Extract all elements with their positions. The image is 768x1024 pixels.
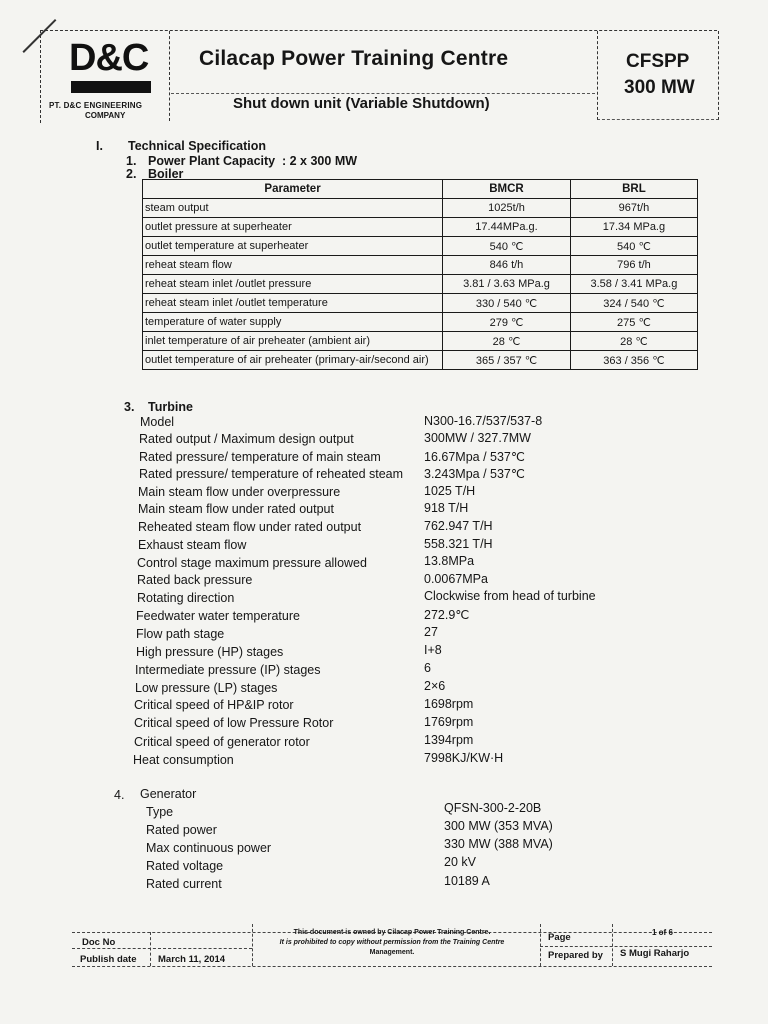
table-row <box>143 218 698 237</box>
turbine-spec-label: Intermediate pressure (IP) stages <box>135 663 321 677</box>
brl-cell: 324 / 540 ℃ <box>570 294 697 313</box>
column-header-parameter: Parameter <box>143 180 443 199</box>
turbine-spec-label: Main steam flow under rated output <box>138 502 334 516</box>
turbine-spec-value: 1025 T/H <box>424 484 476 498</box>
generator-number: 4. <box>114 788 125 802</box>
page-label: Page <box>548 932 571 943</box>
document-header <box>40 30 717 123</box>
turbine-spec-value: 27 <box>424 625 438 639</box>
table-row <box>143 199 698 218</box>
turbine-spec-value: 918 T/H <box>424 501 469 515</box>
turbine-spec-label: Rated back pressure <box>137 573 253 587</box>
turbine-spec-label: Control stage maximum pressure allowed <box>137 556 367 570</box>
footer-mid-rule <box>72 948 252 949</box>
turbine-number: 3. <box>124 400 135 414</box>
turbine-spec-label: Low pressure (LP) stages <box>135 681 278 695</box>
document-title: Cilacap Power Training Centre <box>199 47 509 70</box>
page-value: 1 of 6 <box>652 928 673 937</box>
turbine-spec-value: 300MW / 327.7MW <box>424 431 531 445</box>
plant-capacity: 300 MW <box>624 77 695 98</box>
document-footer <box>72 924 712 966</box>
ownership-notice-line2: It is prohibited to copy without permission from the Training Centre <box>279 939 505 946</box>
turbine-spec-value: 762.947 T/H <box>424 519 493 533</box>
turbine-spec-label: Reheated steam flow under rated output <box>138 520 362 534</box>
turbine-spec-label: Flow path stage <box>136 627 225 641</box>
plant-box <box>597 31 719 120</box>
turbine-spec-value: 272.9℃ <box>424 608 470 622</box>
bmcr-cell: 17.44MPa.g. <box>443 218 571 237</box>
parameter-cell: outlet temperature at superheater <box>143 237 443 256</box>
publish-date-label: Publish date <box>80 954 137 965</box>
table-row <box>143 275 698 294</box>
parameter-cell: temperature of water supply <box>143 313 443 332</box>
item2-number: 2. <box>126 167 137 181</box>
plant-code: CFSPP <box>626 51 690 72</box>
publish-date-value: March 11, 2014 <box>158 954 226 965</box>
item1-number: 1. <box>126 154 137 168</box>
turbine-spec-label: Heat consumption <box>133 753 234 767</box>
doc-no-label: Doc No <box>82 937 116 948</box>
turbine-spec-value: I+8 <box>424 643 442 657</box>
company-logo-box <box>41 31 170 121</box>
bmcr-cell: 3.81 / 3.63 MPa.g <box>443 275 571 294</box>
turbine-spec-label: Rated pressure/ temperature of reheated steam <box>139 467 404 481</box>
turbine-spec-label: High pressure (HP) stages <box>136 645 284 659</box>
footer-mid-rule-right <box>540 946 712 947</box>
bmcr-cell: 330 / 540 ℃ <box>443 294 571 313</box>
footer-bottom-rule <box>72 966 712 967</box>
footer-divider <box>540 924 541 966</box>
turbine-spec-label: Rated output / Maximum design output <box>139 432 354 446</box>
turbine-spec-label: Critical speed of HP&IP rotor <box>134 698 294 712</box>
turbine-spec-value: 3.243Mpa / 537℃ <box>424 467 525 481</box>
turbine-spec-label: Critical speed of generator rotor <box>134 735 310 749</box>
turbine-spec-value: 1698rpm <box>424 697 474 711</box>
turbine-spec-value: 13.8MPa <box>424 554 475 568</box>
turbine-spec-value: 2×6 <box>424 679 446 693</box>
turbine-spec-label: Rotating direction <box>137 591 235 605</box>
table-row <box>143 313 698 332</box>
footer-divider <box>150 932 151 966</box>
brl-cell: 28 ℃ <box>570 332 697 351</box>
generator-spec-value: QFSN-300-2-20B <box>444 801 542 815</box>
table-header-row <box>143 180 698 199</box>
turbine-spec-label: Rated pressure/ temperature of main steam <box>139 450 381 464</box>
generator-spec-label: Rated voltage <box>146 859 224 873</box>
company-logo: D&C <box>69 37 149 79</box>
generator-spec-value: 10189 A <box>444 874 490 888</box>
turbine-spec-label: Critical speed of low Pressure Rotor <box>134 716 334 730</box>
ownership-notice-line1: This document is owned by Cilacap Power Training Centre. <box>293 929 491 936</box>
turbine-spec-value: 7998KJ/KW·H <box>424 751 504 765</box>
turbine-spec-value: 558.321 T/H <box>424 537 493 551</box>
parameter-cell: outlet temperature of air preheater (primary-air/second air) <box>143 351 443 370</box>
generator-title: Generator <box>140 787 197 801</box>
brl-cell: 967t/h <box>570 199 697 218</box>
prepared-by-value: S Mugi Raharjo <box>620 948 690 959</box>
turbine-spec-value: 1394rpm <box>424 733 474 747</box>
parameter-cell: outlet pressure at superheater <box>143 218 443 237</box>
company-name-line1: PT. D&C ENGINEERING <box>49 101 143 110</box>
generator-spec-label: Max continuous power <box>146 841 272 855</box>
table-row <box>143 237 698 256</box>
title-box <box>169 31 595 121</box>
parameter-cell: steam output <box>143 199 443 218</box>
turbine-title: Turbine <box>148 400 193 414</box>
turbine-spec-value: Clockwise from head of turbine <box>424 589 596 603</box>
prepared-by-label: Prepared by <box>548 950 603 961</box>
bmcr-cell: 1025t/h <box>443 199 571 218</box>
item1-value: : 2 x 300 MW <box>282 154 358 168</box>
brl-cell: 540 ℃ <box>570 237 697 256</box>
turbine-spec-value: 6 <box>424 661 431 675</box>
bmcr-cell: 279 ℃ <box>443 313 571 332</box>
parameter-cell: reheat steam flow <box>143 256 443 275</box>
bmcr-cell: 365 / 357 ℃ <box>443 351 571 370</box>
column-header-brl: BRL <box>570 180 697 199</box>
turbine-spec-label: Feedwater water temperature <box>136 609 300 623</box>
turbine-spec-value: N300-16.7/537/537-8 <box>424 414 543 428</box>
table-row <box>143 332 698 351</box>
item1-label: Power Plant Capacity <box>148 154 276 168</box>
parameter-cell: inlet temperature of air preheater (ambient air) <box>143 332 443 351</box>
brl-cell: 17.34 MPa.g <box>570 218 697 237</box>
column-header-bmcr: BMCR <box>443 180 571 199</box>
parameter-cell: reheat steam inlet /outlet pressure <box>143 275 443 294</box>
ownership-notice-line3: Management. <box>369 949 415 956</box>
generator-spec-value: 300 MW (353 MVA) <box>444 819 553 833</box>
footer-divider <box>612 924 613 966</box>
logo-bar <box>71 81 151 93</box>
turbine-spec-value: 0.0067MPa <box>424 572 488 586</box>
bmcr-cell: 28 ℃ <box>443 332 571 351</box>
bmcr-cell: 540 ℃ <box>443 237 571 256</box>
item2-label: Boiler <box>148 167 184 181</box>
document-subtitle: Shut down unit (Variable Shutdown) <box>233 95 490 112</box>
ownership-notice <box>252 928 532 958</box>
brl-cell: 3.58 / 3.41 MPa.g <box>570 275 697 294</box>
parameter-cell: reheat steam inlet /outlet temperature <box>143 294 443 313</box>
generator-spec-value: 330 MW (388 MVA) <box>444 837 553 851</box>
generator-spec-label: Rated current <box>146 877 222 891</box>
turbine-spec-value: 1769rpm <box>424 715 474 729</box>
generator-spec-label: Type <box>146 805 174 819</box>
bmcr-cell: 846 t/h <box>443 256 571 275</box>
brl-cell: 796 t/h <box>570 256 697 275</box>
turbine-spec-label: Main steam flow under overpressure <box>138 485 341 499</box>
company-name-line2: COMPANY <box>85 111 126 120</box>
title-divider <box>171 93 595 94</box>
generator-spec-label: Rated power <box>146 823 217 837</box>
brl-cell: 363 / 356 ℃ <box>570 351 697 370</box>
brl-cell: 275 ℃ <box>570 313 697 332</box>
turbine-spec-label: Exhaust steam flow <box>138 538 247 552</box>
table-row <box>143 256 698 275</box>
table-row <box>143 294 698 313</box>
table-row <box>143 351 698 370</box>
turbine-spec-label: Model <box>140 415 175 429</box>
generator-spec-value: 20 kV <box>444 855 476 869</box>
section-title: Technical Specification <box>128 139 267 153</box>
turbine-spec-value: 16.67Mpa / 537℃ <box>424 450 525 464</box>
boiler-table <box>142 179 698 370</box>
logo-slash-mark <box>22 19 56 53</box>
section-number: I. <box>96 139 103 153</box>
